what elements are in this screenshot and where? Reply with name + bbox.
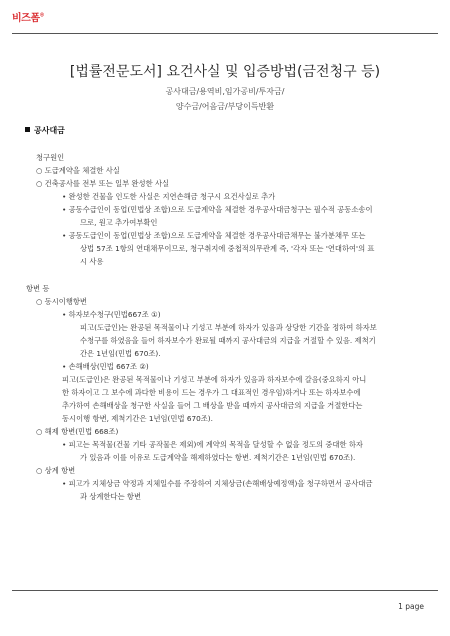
document-body [26,151,426,503]
defense-text: 과 상계한다는 항변 [80,492,142,501]
page-number: 1 page [398,602,424,611]
defense-text: 추가하여 손해배상을 청구한 사실을 들어 그 배상을 받을 때까지 공사대금의 지급을 거절한다는 [62,401,363,410]
section-heading: 공사대금 [25,125,65,136]
header-divider [12,33,438,34]
defense-item: ○ 동시이행항변 [36,297,87,306]
footer-divider [12,590,438,591]
claim-subitem: • 공동도급인이 동업(민법상 조합)으로 도급계약을 체결한 경우공사대금채무는 불가분채무 또는 [62,231,366,240]
defense-text: 가 있음과 이를 이유로 도급계약을 해제하였다는 항변. 제척기간은 1년임(민법 670조). [80,453,356,462]
claim-subitem-continued: 시 사용 [80,257,104,266]
claim-item: ○ 건축공사를 전부 또는 일부 완성한 사실 [36,179,170,188]
defense-text: 간은 1년임(민법 670조). [80,349,161,358]
defense-subitem: • 피고는 목적물(건물 기타 공작물은 제외)에 계약의 목적을 달성할 수 없을 정도의 중대한 하자 [62,440,363,449]
defense-subitem: • 피고가 지체상금 약정과 지체일수를 주장하여 지체상금(손해배상예정액)을 청구하면서 공사대금 [62,479,373,488]
document-subtitle-line-1: 공사대금/용역비,임가공비/투자금/ [165,87,285,96]
claim-subitem: • 공동수급인이 동업(민법상 조합)으로 도급계약을 체결한 경우공사대금청구는 필수적 공동소송이 [62,205,373,214]
defense-text: 한 하자이고 그 보수에 과다한 비용이 드는 경우가 그 대표적인 경우임)하거나 또는 하자보수에 [62,388,361,397]
claim-subitem-continued: 상법 57조 1항의 연대채무이므로, 청구취지에 중첩적의무관계 즉, '각자 또는 '연대하여'의 표 [80,244,375,253]
defense-text: 피고(도급인)은 완공된 목적물이나 기성고 부분에 하자가 있음과 하자보수에 갈음(중요하지 아니 [62,375,367,384]
claim-item: ○ 도급계약을 체결한 사실 [36,166,120,175]
defense-text: 수청구를 하였음을 들어 하자보수가 완료될 때까지 공사대금의 지급을 거절할 수 있음. 제척기 [80,336,376,345]
defense-item: ○ 상계 항변 [36,466,76,475]
document-subtitle-line-2: 양수금/어음금/부당이득반환 [175,102,275,111]
defense-subitem: • 하자보수청구(민법667조 ①) [62,310,161,319]
defense-text: 동시이행 항변, 제척기간은 1년임(민법 670조). [62,414,213,423]
claim-subitem: • 완성한 건물을 인도한 사실은 지연손해금 청구시 요건사실로 추가 [62,192,276,201]
defense-item: ○ 해제 항변(민법 668조) [36,427,119,436]
heading-claim-cause: 청구원인 [36,153,65,162]
heading-defenses: 항변 등 [26,284,50,293]
bizforms-logo: 비즈폼® [12,12,44,24]
claim-subitem-continued: 므로, 원고 추가여부확인 [80,218,158,227]
square-bullet-icon [25,127,30,132]
defense-text: 피고(도급인)는 완공된 목적물이나 기성고 부분에 하자가 있음과 상당한 기간을 정하여 하자보 [80,323,377,332]
defense-subitem: • 손해배상(민법 667조 ②) [62,362,149,371]
document-title: [법률전문도서] 요건사실 및 입증방법(금전청구 등) [69,64,381,80]
